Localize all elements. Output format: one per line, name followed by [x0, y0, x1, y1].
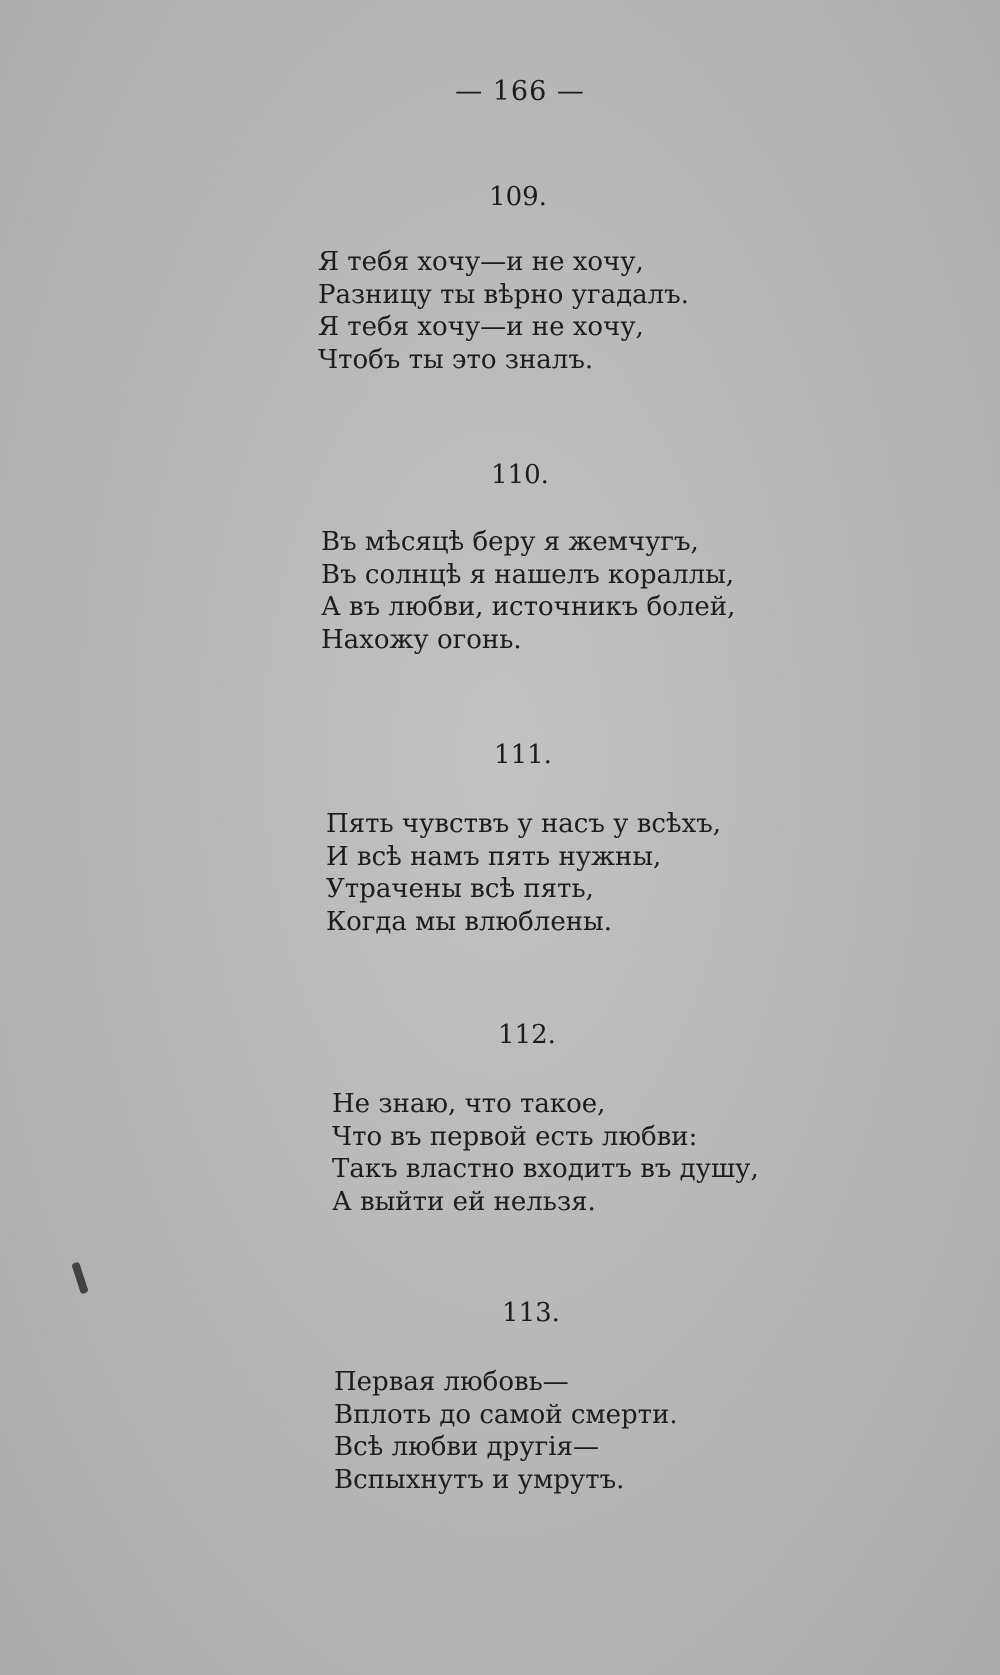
poem-line: А выйти ей нельзя.: [332, 1186, 596, 1217]
poem-line: Вспыхнутъ и умрутъ.: [334, 1464, 625, 1495]
poem-line: Первая любовь—: [334, 1367, 569, 1397]
poem-line: Я тебя хочу—и не хочу,: [318, 247, 644, 277]
poem-109: [318, 246, 689, 376]
poem-line: Вплоть до самой смерти.: [334, 1399, 678, 1430]
poem-line: Утрачены всѣ пять,: [326, 874, 594, 904]
poem-line: Я тебя хочу—и не хочу,: [318, 312, 644, 342]
poem-number-113: 113.: [502, 1298, 560, 1328]
poem-line: Всѣ любви другія—: [334, 1432, 599, 1462]
poem-line: Въ мѣсяцѣ беру я жемчугъ,: [321, 527, 699, 557]
poem-line: Что въ первой есть любви:: [332, 1121, 698, 1152]
poem-number-111: 111.: [494, 740, 552, 770]
page-number: — 166 —: [455, 76, 585, 107]
poem-line: Разницу ты вѣрно угадалъ.: [318, 279, 689, 310]
poem-113: [334, 1366, 678, 1496]
poem-110: [321, 526, 735, 656]
poem-number-109: 109.: [489, 182, 547, 212]
poem-line: И всѣ намъ пять нужны,: [326, 841, 662, 872]
poem-number-110: 110.: [491, 460, 549, 490]
poem-112: [332, 1088, 759, 1218]
poem-line: Нахожу огонь.: [321, 624, 522, 655]
poem-line: Чтобъ ты это зналъ.: [318, 344, 594, 375]
poem-line: Въ солнцѣ я нашелъ кораллы,: [321, 559, 735, 590]
poem-line: Не знаю, что такое,: [332, 1089, 606, 1119]
poem-line: Такъ властно входитъ въ душу,: [332, 1154, 759, 1184]
poem-number-112: 112.: [498, 1020, 556, 1050]
pencil-mark: [71, 1262, 88, 1295]
poem-line: А въ любви, источникъ болей,: [321, 592, 736, 622]
poem-line: Пять чувствъ у насъ у всѣхъ,: [326, 809, 722, 839]
poem-line: Когда мы влюблены.: [326, 906, 612, 937]
poem-111: [326, 808, 721, 938]
